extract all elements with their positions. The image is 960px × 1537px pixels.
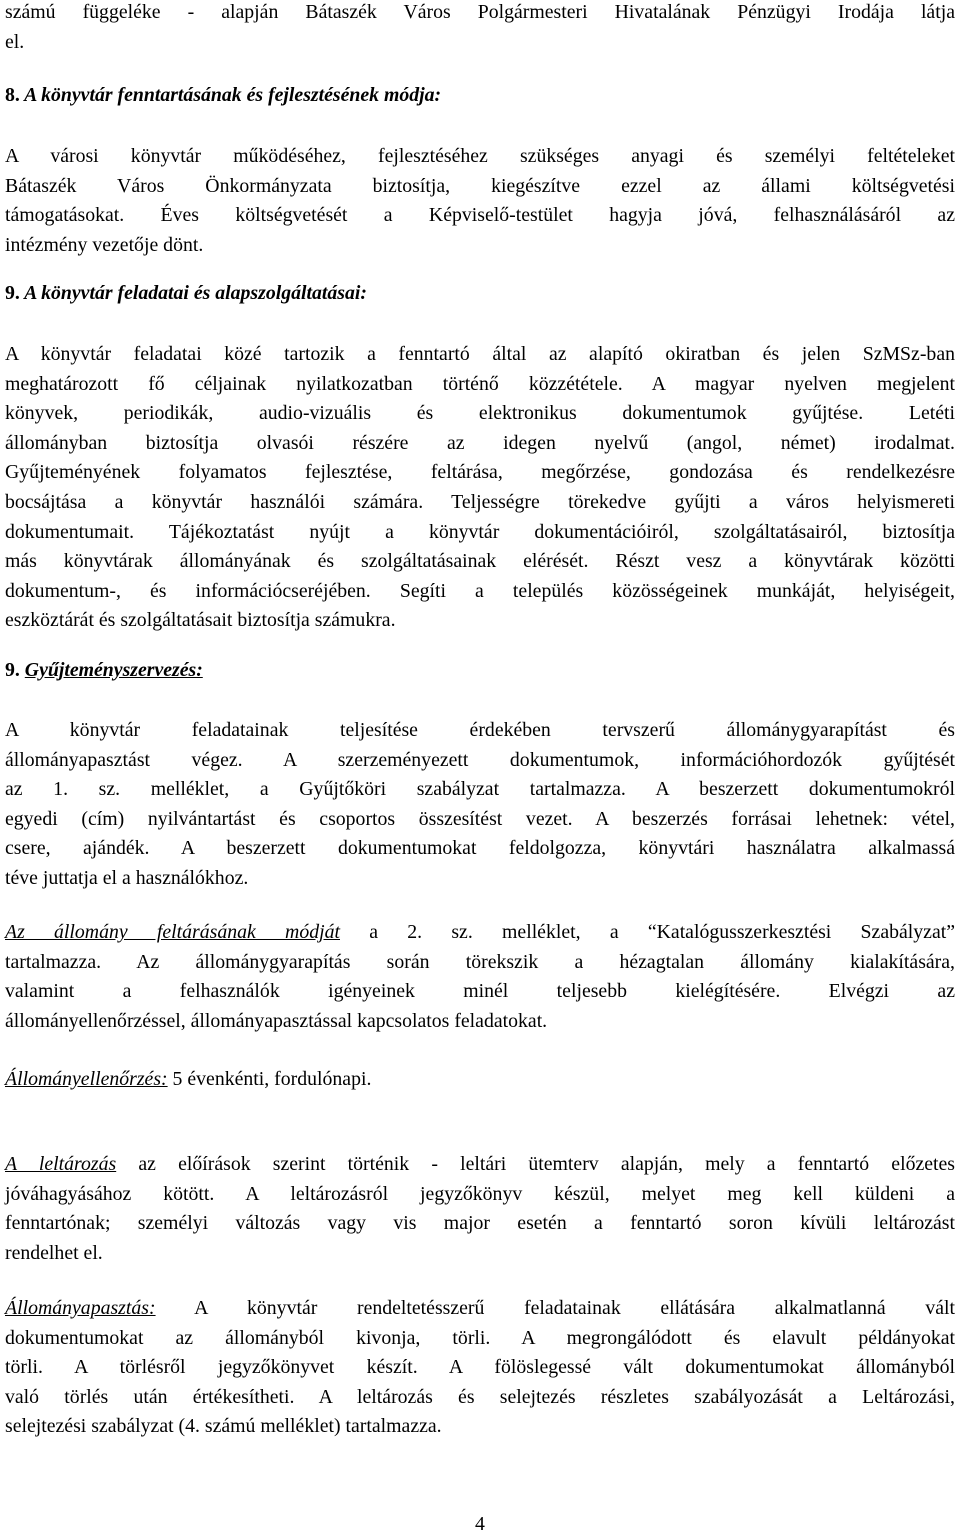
text-line: selejtezési szabályzat (4. számú melléklet) tartalmazza. [5, 1415, 442, 1438]
text-fragment: 5 évenkénti, fordulónapi. [167, 1068, 372, 1090]
text-line: törli. A törlésről jegyzőkönyvet készít. A fölöslegessé vált dokumentumokat állományból [5, 1356, 955, 1379]
section-number: 9. [5, 282, 20, 304]
stock-check-paragraph [5, 1065, 955, 1095]
text-line: dokumentumait. Tájékoztatást nyújt a könyvtár dokumentációiról, szolgáltatásairól, biztosítja [5, 520, 955, 543]
text-line: eszköztárát és szolgáltatásait biztosítja számukra. [5, 609, 396, 632]
text-line: A városi könyvtár működéséhez, fejlesztéséhez szükséges anyagi és személyi feltételeket [5, 145, 955, 167]
text-line: állományellenőrzéssel, állományapasztással kapcsolatos feladatokat. [5, 1009, 548, 1032]
text-line: dokumentum-, és információcseréjében. Segíti a település közösségeinek munkáját, helyiségeit, [5, 579, 955, 602]
text-line: más könyvtárak állományának és szolgáltatásainak elérését. Részt vesz a könyvtárak közötti [5, 550, 955, 573]
text-line: állományban biztosítja olvasói részére az idegen nyelvű (angol, német) irodalmat. [5, 431, 955, 454]
cataloguing-paragraph [5, 918, 955, 1036]
text-line: dokumentumokat az állományból kivonja, törli. A megrongálódott és elavult példányokat [5, 1326, 955, 1349]
section-number: 8. [5, 84, 20, 106]
text-line: intézmény vezetője dönt. [5, 233, 204, 256]
cataloguing-lead: Az állomány feltárásának módját [5, 921, 340, 943]
text-line: meghatározott fő céljainak nyilatkozatban történő közzététele. A magyar nyelven megjelent [5, 372, 955, 395]
weeding-paragraph [5, 1294, 955, 1442]
text-line: téve juttatja el a használókhoz. [5, 866, 249, 889]
text-line: Bátaszék Város Önkormányzata biztosítja, kiegészítve ezzel az állami költségvetési [5, 174, 955, 197]
text-line: való törlés után értékesítheti. A leltározás és selejtezés részletes szabályozását a Leltározási, [5, 1385, 955, 1408]
section-9-heading [5, 282, 367, 305]
text-line [5, 918, 955, 948]
intro-paragraph [5, 0, 955, 57]
text-fragment: A könyvtár rendeltetésszerű feladatainak ellátására alkalmatlanná vált [155, 1297, 955, 1319]
text-fragment: az előírások szerint történik - leltári ütemterv alapján, mely a fenntartó előzetes [116, 1153, 955, 1175]
text-line: tartalmazza. Az állománygyarapítás során törekszik a hézagtalan állomány kialakítására, [5, 950, 955, 973]
text-line: jóváhagyásához kötött. A leltározásról jegyzőkönyv készül, melyet meg kell küldeni a [5, 1182, 955, 1205]
text-line: egyedi (cím) nyilvántartást és csoportos összesítést vezet. A beszerzés forrásai lehetnek: vétel, [5, 807, 955, 830]
text-line: A könyvtár feladatainak teljesítése érdekében tervszerű állománygyarapítást és [5, 719, 955, 741]
text-line: az 1. sz. melléklet, a Gyűjtőköri szabályzat tartalmazza. A beszerzett dokumentumokról [5, 778, 955, 801]
weeding-lead: Állományapasztás: [5, 1297, 156, 1319]
text-line: valamint a felhasználók igényeinek minél teljesebb kielégítésére. Elvégzi az [5, 980, 955, 1003]
section-title: A könyvtár feladatai és alapszolgáltatásai: [24, 282, 367, 304]
text-fragment: a 2. sz. melléklet, a “Katalógusszerkesztési Szabályzat” [340, 921, 955, 943]
text-line: A könyvtár feladatai közé tartozik a fenntartó által az alapító okiratban és jelen SzMSz-ban [5, 343, 955, 365]
collection-heading [5, 659, 203, 682]
text-line: számú függeléke - alapján Bátaszék Város Polgármesteri Hivatalának Pénzügyi Irodája látja [5, 1, 955, 23]
section-8-paragraph [5, 142, 955, 260]
section-title: Gyűjteményszervezés: [24, 659, 203, 681]
text-line: állományapasztást végez. A szerzeményezett dokumentumok, információhordozók gyűjtését [5, 748, 955, 771]
text-line: támogatásokat. Éves költségvetését a Képviselő-testület hagyja jóvá, felhasználásáról az [5, 204, 955, 227]
text-line: el. [5, 30, 25, 53]
section-8-heading [5, 84, 441, 107]
page-number: 4 [475, 1513, 485, 1535]
section-title: A könyvtár fenntartásának és fejlesztésének módja: [24, 84, 442, 106]
text-line: rendelhet el. [5, 1241, 103, 1264]
stock-check-lead: Állományellenőrzés: [5, 1068, 168, 1090]
section-9-paragraph [5, 340, 955, 636]
section-number: 9. [5, 659, 20, 681]
text-line [5, 1065, 955, 1095]
text-line: könyvek, periodikák, audio-vizuális és elektronikus dokumentumok gyűjtése. Letéti [5, 402, 955, 425]
inventory-lead: A leltározás [5, 1153, 117, 1175]
inventory-paragraph [5, 1150, 955, 1268]
text-line: Gyűjteményének folyamatos fejlesztése, feltárása, megőrzése, gondozása és rendelkezésre [5, 461, 955, 484]
text-line: fenntartónak; személyi változás vagy vis major esetén a fenntartó soron kívüli leltározást [5, 1212, 955, 1235]
text-line [5, 1150, 955, 1180]
text-line: csere, ajándék. A beszerzett dokumentumokat feldolgozza, könyvtári használatra alkalmassá [5, 837, 955, 860]
text-line [5, 1294, 955, 1324]
collection-paragraph [5, 716, 955, 894]
text-line: bocsájtása a könyvtár használói számára. Teljességre törekedve gyűjti a város helyismereti [5, 490, 955, 513]
